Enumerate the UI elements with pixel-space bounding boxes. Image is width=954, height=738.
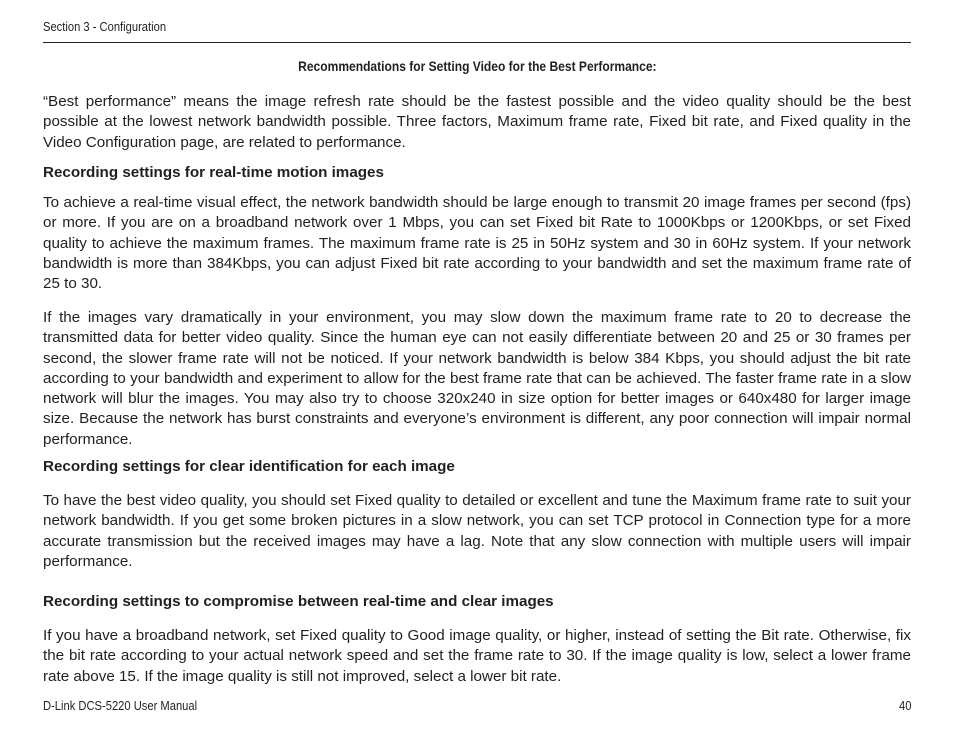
paragraph-clear-1: To have the best video quality, you should set Fixed quality to detailed or excellent and tune the Maximum frame rate to suit your network bandwidth. If you get some broken pictures in a slow network, you can set TCP protocol in Connection type for a more accurate transmission but the received images may have a lag. Note that any slow connection with multiple users will impair performance. [43, 492, 911, 570]
paragraph-realtime-2: If the images vary dramatically in your environment, you may slow down the maximum frame rate to 20 to decrease the transmitted data for better video quality. Since the human eye can not easily differentiate between 20 and 25 or 30 frames per second, the slower frame rate will not be noticed. If your network bandwidth is below 384 Kbps, you should adjust the bit rate according to your bandwidth and experiment to allow for the best frame rate that can be achieved. The faster frame rate in a slow network will blur the images. You may also try to choose 320x240 in size option for better images or 640x480 for larger image size. Because the network has burst constraints and everyone’s environment is different, any poor connection will impair normal performance. [43, 309, 911, 448]
intro-paragraph: “Best performance” means the image refresh rate should be the fastest possible and the video quality should be the best possible at the lowest network bandwidth possible. Three factors, Maximum frame rate, Fixed bit rate, and Fixed quality in the Video Configuration page, are related to performance. [43, 93, 911, 151]
section-heading-realtime: Recording settings for real-time motion images [43, 164, 384, 181]
section-heading-compromise: Recording settings to compromise between real-time and clear images [43, 593, 554, 610]
paragraph-realtime-1: To achieve a real-time visual effect, the network bandwidth should be large enough to transmit 20 image frames per second (fps) or more. If you are on a broadband network over 1 Mbps, you can set Fixed bit Rate to 1000Kbps or 1200Kbps, or set Fixed quality to achieve the maximum frames. The maximum frame rate is 25 in 50Hz system and 30 in 60Hz system. If your network bandwidth is more than 384Kbps, you can adjust Fixed bit rate according to your bandwidth and set the maximum frame rate of 25 to 30. [43, 194, 911, 293]
page-number: 40 [898, 698, 911, 713]
section-heading-clear: Recording settings for clear identification for each image [43, 458, 455, 475]
header-divider [43, 42, 911, 43]
page-title [0, 58, 954, 74]
page-title-text: Recommendations for Setting Video for the Best Performance: [297, 58, 657, 74]
footer-manual-title: D-Link DCS-5220 User Manual [43, 698, 198, 713]
section-header: Section 3 - Configuration [43, 19, 167, 34]
paragraph-compromise-1: If you have a broadband network, set Fixed quality to Good image quality, or higher, instead of setting the Bit rate. Otherwise, fix the bit rate according to your actual network speed and set the frame rate to 30. If the image quality is low, select a lower frame rate above 15. If the image quality is still not improved, select a lower bit rate. [43, 627, 911, 685]
